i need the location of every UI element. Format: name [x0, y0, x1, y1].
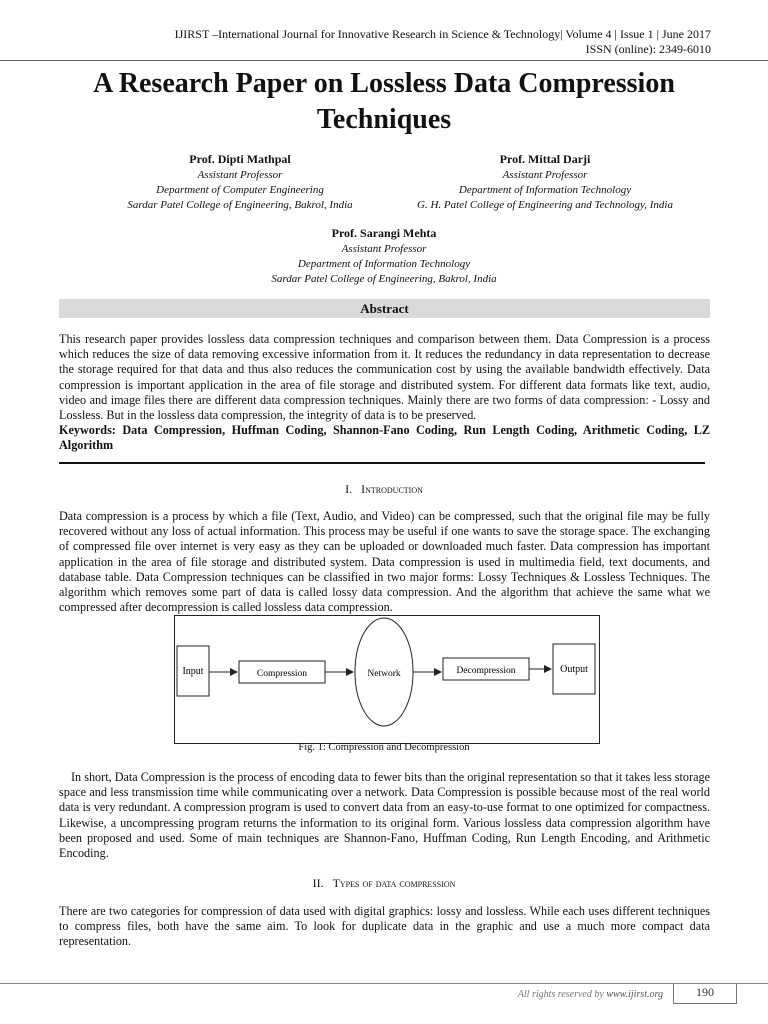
abstract-text: This research paper provides lossless data compression techniques and comparison between them. Data Compression is a process which reduces the size of data removing excessive information from it. It reduces the redundancy in data representation to decrease the storage required for that data and thus also reduces the communication cost by using the available bandwidth effectively. Data compression is important application in the area of file storage and distributed system. For different data formats like text, audio, video and image files there are different data compression techniques. Mainly there are two forms of data compression: - Lossy and Lossless. But in the lossless data compression, the integrity of data is to be preserved.	[59, 332, 710, 423]
author-department: Department of Information Technology	[297, 258, 471, 270]
author-position: Assistant Professor	[197, 169, 283, 181]
diagram-svg	[175, 616, 599, 743]
footer-rights	[518, 989, 663, 1000]
footer-rights-text: All rights reserved by	[517, 989, 607, 1000]
section-heading-types	[0, 876, 768, 891]
keywords: Keywords: Data Compression, Huffman Coding, Shannon-Fano Coding, Run Length Coding, Arithmetic Coding, LZ Algorithm	[59, 423, 710, 453]
author-position: Assistant Professor	[341, 243, 427, 255]
footer-site-link[interactable]: www.ijirst.org	[606, 989, 663, 1000]
journal-header-line1: IJIRST –International Journal for Innovative Research in Science & Technology| Volume 4 | Issue 1 | June 2017	[174, 27, 711, 41]
input-label: Input	[182, 666, 204, 677]
paper-title: A Research Paper on Lossless Data Compression Techniques	[93, 68, 675, 135]
abstract-heading: Abstract	[59, 299, 710, 318]
abstract-divider	[59, 462, 705, 464]
section-heading-introduction	[0, 482, 768, 497]
footer-divider	[0, 983, 768, 984]
author-department: Department of Computer Engineering	[156, 184, 324, 196]
abstract-body	[59, 332, 710, 454]
author-name: Prof. Dipti Mathpal	[189, 152, 291, 166]
section-title: Introduction	[361, 482, 423, 496]
output-label: Output	[560, 664, 588, 675]
author-position: Assistant Professor	[502, 169, 588, 181]
types-paragraph-1: There are two categories for compression of data used with digital graphics: lossy and lossless. While each uses different techniques to compress files, both have the same aim. To look for duplicate data in the graphic and use a much more compact data representation.	[59, 904, 710, 949]
author-name: Prof. Mittal Darji	[499, 152, 591, 166]
section-title: Types of data compression	[332, 876, 456, 890]
author-institution: Sardar Patel College of Engineering, Bakrol, India	[127, 199, 353, 211]
decompression-label: Decompression	[456, 666, 516, 676]
section-number: I.	[345, 482, 353, 496]
compression-label: Compression	[256, 669, 308, 679]
intro-paragraph-2: In short, Data Compression is the process of encoding data to fewer bits than the original representation so that it takes less storage space and less transmission time while communicating over a network. Data Compression is possible because most of the real world data is very redundant. A compression program is used to convert data from an easy-to-use format to one optimized for compactness. Likewise, a uncompressing program returns the information to its original form. Various lossless data compression algorithm have been proposed and used. Some of main techniques are Shannon-Fano, Huffman Coding, Run Length Encoding, and Arithmetic Encoding.	[59, 770, 710, 861]
author-institution: Sardar Patel College of Engineering, Bakrol, India	[271, 273, 497, 285]
author-name: Prof. Sarangi Mehta	[331, 226, 437, 240]
figure-compression-diagram	[174, 615, 600, 744]
section-number: II.	[312, 876, 324, 890]
network-label: Network	[367, 669, 401, 679]
author-institution: G. H. Patel College of Engineering and Technology, India	[417, 199, 673, 211]
page-number: 190	[673, 983, 737, 1004]
author-block-3	[184, 224, 584, 287]
figure-caption: Fig. 1: Compression and Decompression	[298, 742, 470, 753]
header-divider	[0, 60, 768, 61]
journal-header-issn: ISSN (online): 2349-6010	[585, 42, 711, 56]
author-department: Department of Information Technology	[458, 184, 632, 196]
intro-paragraph-1: Data compression is a process by which a file (Text, Audio, and Video) can be compressed, such that the original file may be fully recovered without any loss of actual information. This process may be useful if one wants to save the storage space. The exchanging of compressed file over internet is very easy as they can be uploaded or downloaded much faster. Data compression has important application in the area of file storage and distributed system. Data compression is used in multimedia field, text documents, and database table. Data Compression techniques can be classified in two major forms: Lossy Techniques & Lossless Techniques. The algorithm which removes some part of data is called lossy data compression. And the algorithm that achieve the same what we compressed after decompression is called lossless data compression.	[59, 509, 710, 615]
author-block-2	[360, 150, 730, 213]
journal-header	[175, 27, 711, 57]
